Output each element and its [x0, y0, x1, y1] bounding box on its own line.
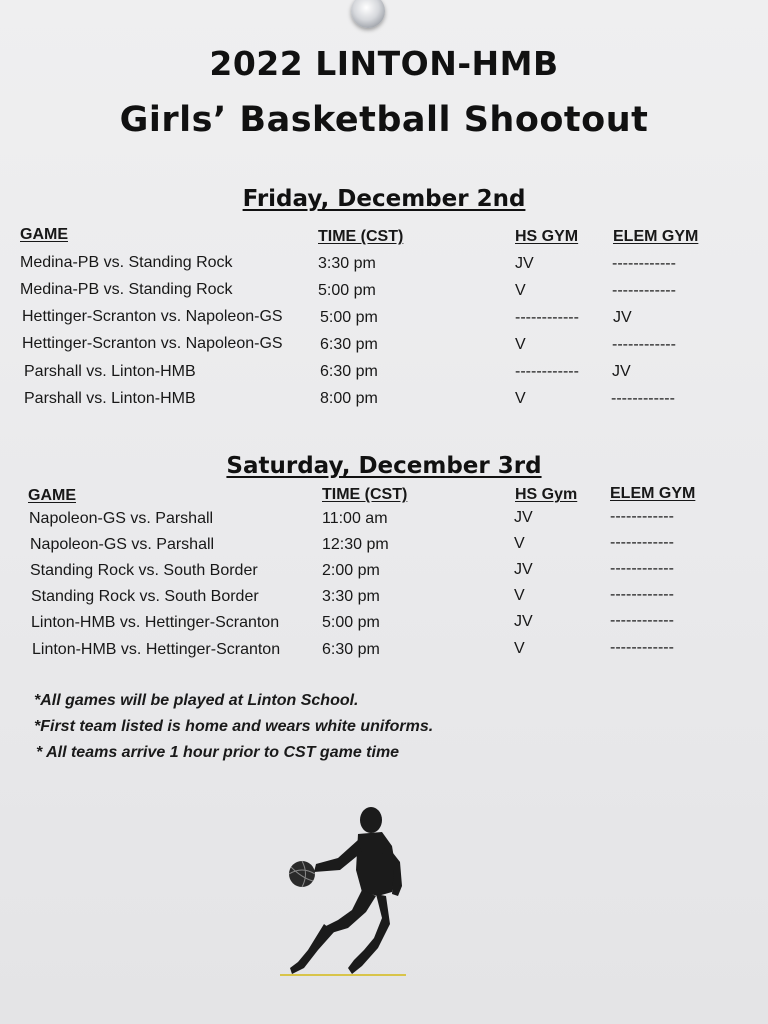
accent-underline	[280, 974, 406, 976]
note-home-team: *First team listed is home and wears white uniforms.	[34, 718, 434, 735]
friday-row-5-game: Parshall vs. Linton-HMB	[24, 363, 196, 380]
saturday-row-6-time: 6:30 pm	[322, 641, 380, 658]
friday-row-4-hs: V	[515, 336, 526, 353]
friday-row-6-game: Parshall vs. Linton-HMB	[24, 390, 196, 407]
saturday-row-3-time: 2:00 pm	[322, 562, 380, 579]
friday-row-6-hs: V	[515, 390, 526, 407]
saturday-row-2-time: 12:30 pm	[322, 536, 389, 553]
saturday-row-2-game: Napoleon-GS vs. Parshall	[30, 536, 215, 553]
friday-row-5-hs: ------------	[515, 363, 579, 380]
saturday-heading: Saturday, December 3rd	[226, 453, 542, 479]
saturday-row-1-time: 11:00 am	[322, 510, 388, 527]
saturday-row-6-hs: V	[514, 640, 525, 657]
saturday-row-3-elem: ------------	[610, 560, 674, 577]
friday-row-6-elem: ------------	[611, 390, 675, 407]
friday-row-1-time: 3:30 pm	[318, 255, 376, 272]
saturday-header-time: TIME (CST)	[322, 486, 408, 503]
saturday-row-4-hs: V	[514, 587, 525, 604]
friday-row-2-hs: V	[515, 282, 526, 299]
saturday-row-4-elem: ------------	[610, 586, 674, 603]
friday-row-3-elem: JV	[613, 309, 632, 326]
friday-row-2-game: Medina-PB vs. Standing Rock	[20, 281, 233, 298]
friday-row-4-time: 6:30 pm	[320, 336, 378, 353]
saturday-row-1-elem: ------------	[610, 508, 674, 525]
friday-header-game: GAME	[20, 226, 68, 243]
friday-row-1-elem: ------------	[612, 255, 676, 272]
saturday-row-5-elem: ------------	[610, 612, 674, 629]
friday-header-time: TIME (CST)	[318, 228, 404, 245]
note-location: *All games will be played at Linton School.	[34, 692, 359, 709]
saturday-header-hs-gym: HS Gym	[515, 486, 578, 503]
saturday-header-game: GAME	[28, 487, 76, 504]
friday-row-4-game: Hettinger-Scranton vs. Napoleon-GS	[22, 335, 283, 352]
friday-row-4-elem: ------------	[612, 336, 676, 353]
friday-row-3-game: Hettinger-Scranton vs. Napoleon-GS	[22, 308, 283, 325]
friday-header-hs-gym: HS GYM	[515, 228, 579, 245]
saturday-header-elem-gym: ELEM GYM	[610, 485, 696, 502]
saturday-row-2-hs: V	[514, 535, 525, 552]
note-arrival: * All teams arrive 1 hour prior to CST game time	[36, 744, 400, 761]
pushpin-icon	[351, 0, 385, 28]
saturday-row-4-game: Standing Rock vs. South Border	[31, 588, 259, 605]
saturday-row-4-time: 3:30 pm	[322, 588, 380, 605]
saturday-row-1-hs: JV	[514, 509, 533, 526]
friday-row-2-elem: ------------	[612, 282, 676, 299]
friday-row-1-game: Medina-PB vs. Standing Rock	[20, 254, 233, 271]
friday-row-6-time: 8:00 pm	[320, 390, 378, 407]
friday-header-elem-gym: ELEM GYM	[613, 228, 699, 245]
friday-heading: Friday, December 2nd	[242, 186, 526, 212]
saturday-row-2-elem: ------------	[610, 534, 674, 551]
flyer-subtitle: Girls’ Basketball Shootout	[119, 100, 649, 140]
saturday-row-5-hs: JV	[514, 613, 533, 630]
friday-row-5-time: 6:30 pm	[320, 363, 378, 380]
saturday-row-3-game: Standing Rock vs. South Border	[30, 562, 258, 579]
saturday-row-6-elem: ------------	[610, 639, 674, 656]
friday-row-5-elem: JV	[612, 363, 631, 380]
saturday-row-1-game: Napoleon-GS vs. Parshall	[29, 510, 214, 527]
flyer-title: 2022 LINTON-HMB	[209, 44, 559, 83]
saturday-row-5-game: Linton-HMB vs. Hettinger-Scranton	[31, 614, 280, 631]
friday-row-3-hs: ------------	[515, 309, 579, 326]
basketball-player-icon	[278, 800, 408, 980]
saturday-row-6-game: Linton-HMB vs. Hettinger-Scranton	[32, 641, 281, 658]
friday-row-1-hs: JV	[515, 255, 534, 272]
saturday-row-3-hs: JV	[514, 561, 533, 578]
friday-row-3-time: 5:00 pm	[320, 309, 378, 326]
saturday-row-5-time: 5:00 pm	[322, 614, 380, 631]
friday-row-2-time: 5:00 pm	[318, 282, 376, 299]
